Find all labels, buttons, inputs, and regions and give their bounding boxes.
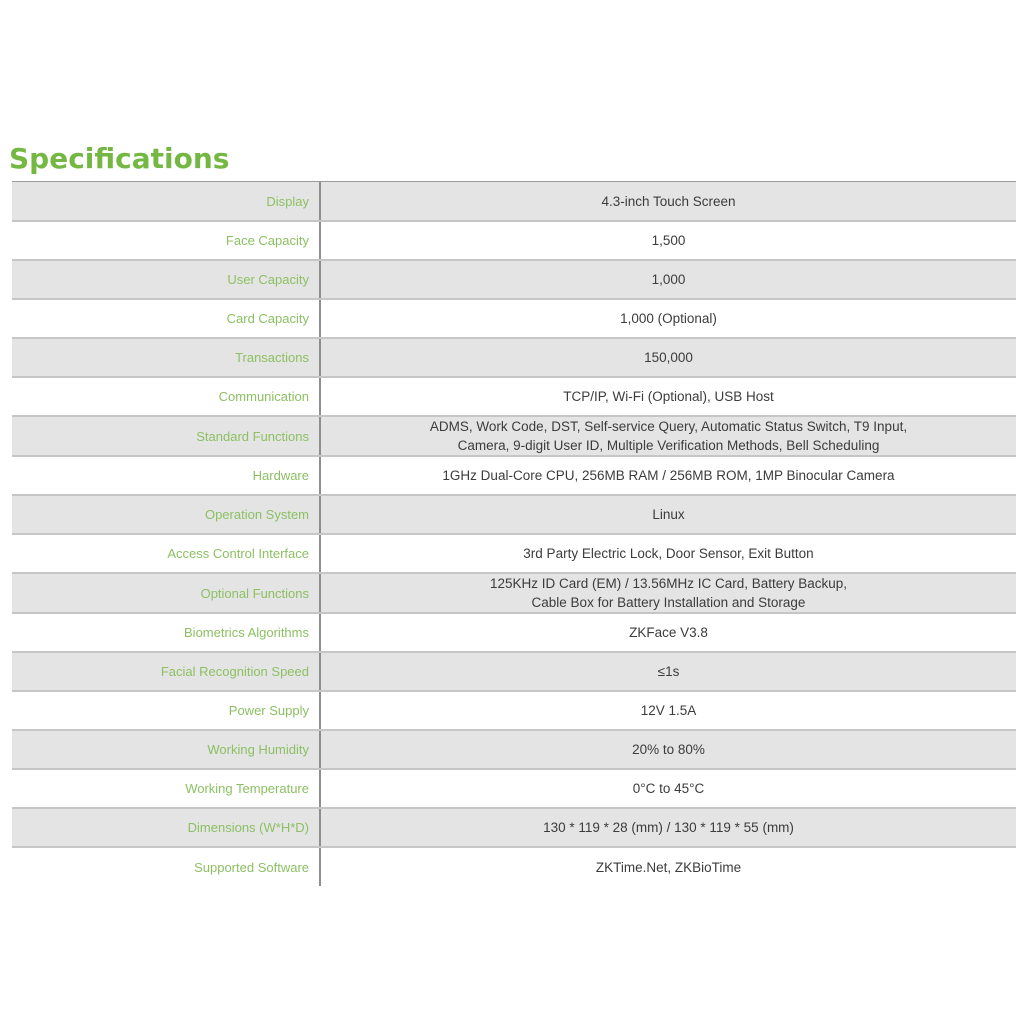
table-row <box>12 730 1016 769</box>
spec-label: Transactions <box>12 338 320 377</box>
spec-label: Dimensions (W*H*D) <box>12 808 320 847</box>
table-row <box>12 691 1016 730</box>
spec-value: 150,000 <box>320 338 1016 377</box>
spec-label: Working Humidity <box>12 730 320 769</box>
spec-value: 1,000 (Optional) <box>320 299 1016 338</box>
spec-label: Display <box>12 182 320 221</box>
spec-label: Biometrics Algorithms <box>12 613 320 652</box>
table-row <box>12 338 1016 377</box>
spec-value <box>320 573 1016 613</box>
spec-value-line: Cable Box for Battery Installation and Storage <box>531 595 806 610</box>
spec-label: Power Supply <box>12 691 320 730</box>
table-row <box>12 416 1016 456</box>
spec-value: 0°C to 45°C <box>320 769 1016 808</box>
spec-label: Face Capacity <box>12 221 320 260</box>
table-row <box>12 221 1016 260</box>
spec-label: User Capacity <box>12 260 320 299</box>
spec-value: TCP/IP, Wi-Fi (Optional), USB Host <box>320 377 1016 416</box>
spec-value: 1,000 <box>320 260 1016 299</box>
table-row <box>12 456 1016 495</box>
spec-label: Operation System <box>12 495 320 534</box>
table-row <box>12 847 1016 886</box>
spec-value: 1,500 <box>320 221 1016 260</box>
spec-value: 20% to 80% <box>320 730 1016 769</box>
spec-value: Linux <box>320 495 1016 534</box>
spec-label: Optional Functions <box>12 573 320 613</box>
page-title: Specifications <box>9 142 230 175</box>
spec-value-line: Camera, 9-digit User ID, Multiple Verification Methods, Bell Scheduling <box>457 438 880 453</box>
spec-label: Access Control Interface <box>12 534 320 573</box>
spec-label: Working Temperature <box>12 769 320 808</box>
spec-label: Supported Software <box>12 847 320 886</box>
table-row <box>12 495 1016 534</box>
spec-value-line: 125KHz ID Card (EM) / 13.56MHz IC Card, Battery Backup, <box>489 576 848 591</box>
spec-label: Hardware <box>12 456 320 495</box>
table-row <box>12 652 1016 691</box>
spec-label: Card Capacity <box>12 299 320 338</box>
table-row <box>12 808 1016 847</box>
spec-label: Standard Functions <box>12 416 320 456</box>
table-row <box>12 573 1016 613</box>
specifications-table <box>12 182 1016 886</box>
table-row <box>12 260 1016 299</box>
table-row <box>12 182 1016 221</box>
spec-value: 3rd Party Electric Lock, Door Sensor, Exit Button <box>320 534 1016 573</box>
spec-label: Communication <box>12 377 320 416</box>
spec-value: ≤1s <box>320 652 1016 691</box>
spec-value: 12V 1.5A <box>320 691 1016 730</box>
table-row <box>12 613 1016 652</box>
spec-value: ZKTime.Net, ZKBioTime <box>595 859 742 875</box>
table-row <box>12 769 1016 808</box>
spec-value: ZKFace V3.8 <box>320 613 1016 652</box>
spec-value-line: ADMS, Work Code, DST, Self-service Query, Automatic Status Switch, T9 Input, <box>429 419 908 434</box>
spec-value: 1GHz Dual-Core CPU, 256MB RAM / 256MB ROM, 1MP Binocular Camera <box>320 456 1016 495</box>
spec-value: 130 * 119 * 28 (mm) / 130 * 119 * 55 (mm) <box>320 808 1016 847</box>
table-row <box>12 534 1016 573</box>
spec-label: Facial Recognition Speed <box>12 652 320 691</box>
table-row <box>12 377 1016 416</box>
table-row <box>12 299 1016 338</box>
spec-value <box>320 416 1016 456</box>
spec-value: 4.3-inch Touch Screen <box>320 182 1016 221</box>
